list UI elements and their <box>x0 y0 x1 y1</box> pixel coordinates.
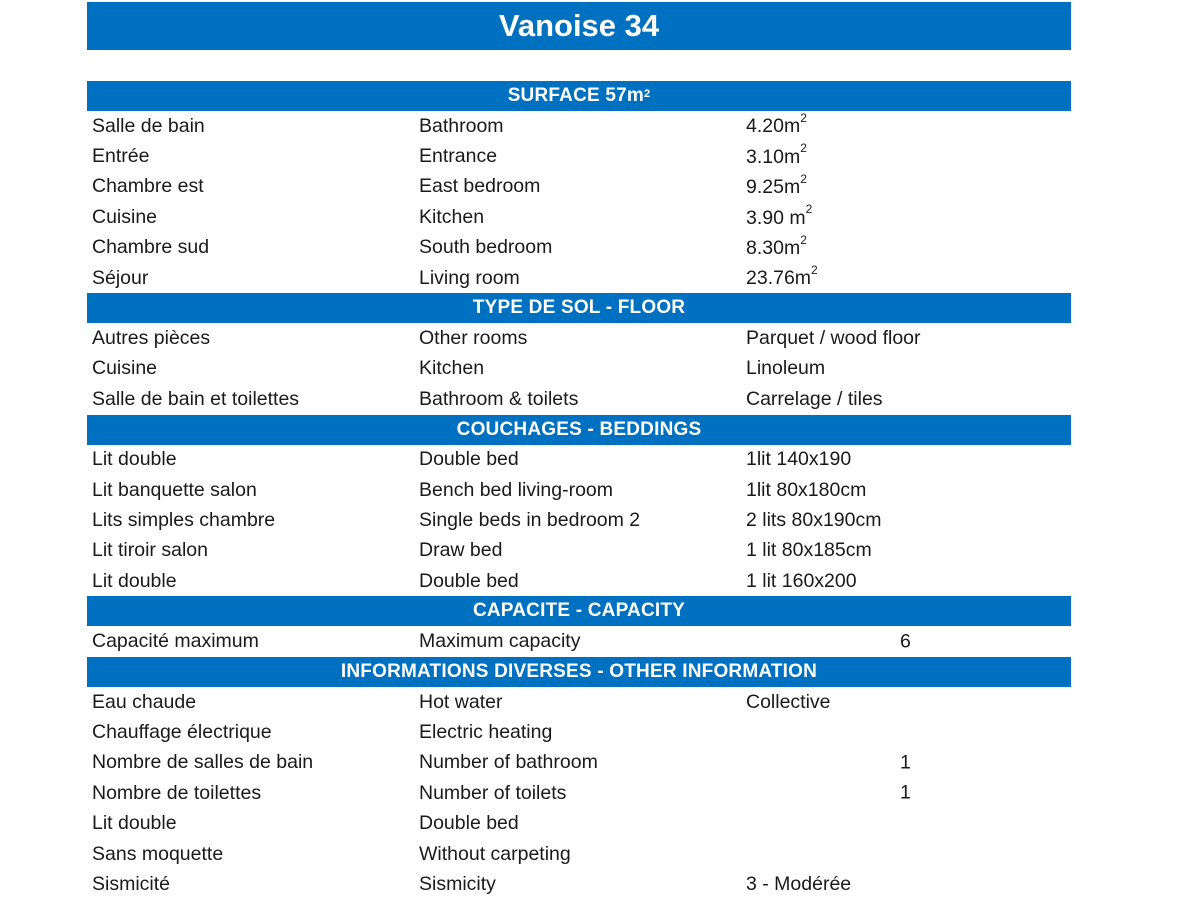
cell-value-text <box>746 357 825 379</box>
section-header-other <box>87 657 1071 687</box>
cell-value <box>741 539 1071 562</box>
table-row <box>87 748 1071 778</box>
table-row <box>87 808 1071 838</box>
cell-value <box>741 388 1071 411</box>
cell-english-label: Kitchen <box>419 357 485 380</box>
cell-value-main: 23.76m <box>746 267 812 290</box>
spacer <box>87 50 1071 81</box>
cell-value <box>741 691 1071 714</box>
cell-english-label: Kitchen <box>419 205 485 228</box>
cell-english-label: Number of bathroom <box>419 751 598 774</box>
unit-superscript: 2 <box>805 202 813 217</box>
cell-value-text <box>746 202 813 229</box>
cell-french-label: Chambre sud <box>92 236 210 259</box>
cell-value <box>741 479 1071 502</box>
cell-french-label: Lit double <box>92 569 177 592</box>
cell-french-label: Eau chaude <box>92 690 197 713</box>
cell-value <box>741 171 1071 200</box>
cell-value-text <box>746 141 807 168</box>
cell-value-main: 3.10m <box>746 145 801 168</box>
cell-french-label: Sans moquette <box>92 842 224 865</box>
cell-value-text <box>746 691 831 713</box>
unit-superscript: 2 <box>800 232 807 247</box>
table-row <box>87 445 1071 475</box>
cell-value-text <box>746 873 851 895</box>
table-row <box>87 505 1071 535</box>
section-header-text: COUCHAGES - BEDDINGS <box>456 418 702 440</box>
cell-english-label: Other rooms <box>419 327 528 350</box>
cell-french-label: Salle de bain <box>92 114 205 137</box>
cell-french-label: Salle de bain et toilettes <box>92 387 300 410</box>
table-row <box>87 566 1071 596</box>
cell-french-label: Lit double <box>92 448 177 471</box>
cell-french-label: Capacité maximum <box>92 630 259 653</box>
section-header-text: TYPE DE SOL - FLOOR <box>472 297 686 319</box>
cell-value <box>741 873 1071 896</box>
cell-value-main: Collective <box>746 690 831 713</box>
table-row <box>87 354 1071 384</box>
cell-value-main: 9.25m <box>746 176 801 199</box>
cell-numeric-value: 1 <box>900 781 911 804</box>
cell-numeric-value: 1 <box>900 751 911 774</box>
cell-value-main: 1 lit 80x185cm <box>746 539 872 562</box>
table-row <box>87 233 1071 263</box>
table-row <box>87 263 1071 293</box>
cell-english-label: Double bed <box>419 812 519 835</box>
cell-value-text <box>746 539 872 561</box>
cell-value-text <box>746 570 857 592</box>
cell-value-main: 1lit 140x190 <box>746 448 852 471</box>
cell-value-main: Linoleum <box>746 357 826 380</box>
cell-value-main: Parquet / wood floor <box>746 327 921 350</box>
cell-french-label: Lit tiroir salon <box>92 539 208 562</box>
cell-french-label: Chauffage électrique <box>92 720 272 743</box>
cell-value-main: 3 - Modérée <box>746 872 852 895</box>
cell-value <box>741 509 1071 532</box>
cell-value-main: Carrelage / tiles <box>746 387 883 410</box>
cell-english-label: Sismicity <box>419 872 496 895</box>
section-header-floor <box>87 293 1071 323</box>
cell-french-label: Chambre est <box>92 175 204 198</box>
cell-french-label: Lits simples chambre <box>92 508 276 531</box>
table-row <box>87 172 1071 202</box>
unit-superscript: 2 <box>800 110 807 125</box>
cell-english-label: Single beds in bedroom 2 <box>419 508 641 531</box>
section-header-beddings <box>87 415 1071 445</box>
cell-value-text <box>746 110 807 138</box>
cell-value <box>741 262 1071 291</box>
cell-english-label: Living room <box>419 266 520 289</box>
cell-value-main: 3.90 m <box>746 206 806 229</box>
cell-value-text <box>746 262 818 290</box>
cell-value <box>741 110 1071 139</box>
cell-english-label: Double bed <box>419 448 519 471</box>
cell-value-text <box>746 171 807 199</box>
unit-superscript: 2 <box>800 171 807 186</box>
cell-value-main: 2 lits 80x190cm <box>746 508 882 531</box>
section-header-text: CAPACITE - CAPACITY <box>472 600 686 622</box>
cell-english-label: Bench bed living-room <box>419 478 614 501</box>
sections-container <box>87 81 1071 900</box>
cell-value-text <box>746 448 851 470</box>
unit-superscript: 2 <box>811 262 818 277</box>
cell-value <box>741 570 1071 593</box>
table-row <box>87 475 1071 505</box>
cell-french-label: Sismicité <box>92 872 171 895</box>
cell-english-label: Hot water <box>419 690 503 713</box>
cell-value <box>741 327 1071 350</box>
page-title: Vanoise 34 <box>87 2 1071 50</box>
section-header-capacity <box>87 596 1071 626</box>
section-header-text: INFORMATIONS DIVERSES - OTHER INFORMATION <box>340 660 818 682</box>
cell-french-label: Lit banquette salon <box>92 478 257 501</box>
table-row <box>87 778 1071 808</box>
cell-english-label: Bathroom <box>419 114 504 137</box>
cell-value-text <box>746 509 881 531</box>
cell-value-main: 1lit 80x180cm <box>746 478 867 501</box>
table-row <box>87 626 1071 656</box>
cell-value <box>741 141 1071 169</box>
cell-english-label: Without carpeting <box>419 842 571 865</box>
cell-english-label: Double bed <box>419 569 519 592</box>
table-row <box>87 111 1071 141</box>
cell-value-main: 8.30m <box>746 237 801 259</box>
cell-french-label: Cuisine <box>92 205 158 228</box>
cell-value-text <box>746 327 921 349</box>
cell-english-label: East bedroom <box>419 175 541 198</box>
cell-value <box>741 357 1071 380</box>
cell-value-text <box>746 388 883 410</box>
cell-english-label: South bedroom <box>419 236 553 259</box>
table-row <box>87 839 1071 869</box>
table-row <box>87 384 1071 414</box>
cell-english-label: Bathroom & toilets <box>419 387 579 410</box>
cell-english-label: Maximum capacity <box>419 630 581 653</box>
table-row <box>87 687 1071 717</box>
cell-english-label: Draw bed <box>419 539 503 562</box>
section-header-text: SURFACE 57m <box>507 85 644 106</box>
cell-french-label: Nombre de toilettes <box>92 781 262 804</box>
cell-french-label: Autres pièces <box>92 327 211 350</box>
table-row <box>87 323 1071 353</box>
cell-english-label: Electric heating <box>419 720 553 743</box>
table-row <box>87 869 1071 899</box>
cell-french-label: Cuisine <box>92 357 158 380</box>
cell-value <box>741 202 1071 230</box>
cell-french-label: Lit double <box>92 812 177 835</box>
cell-value-main: 4.20m <box>746 115 801 138</box>
section-header-surface <box>87 81 1071 111</box>
cell-value <box>741 232 1071 261</box>
table-row <box>87 141 1071 171</box>
cell-french-label: Entrée <box>92 145 150 168</box>
cell-french-label: Nombre de salles de bain <box>92 751 314 774</box>
cell-numeric-value: 6 <box>900 630 911 653</box>
cell-value-text <box>746 232 807 259</box>
cell-english-label: Number of toilets <box>419 781 567 804</box>
unit-superscript: 2 <box>800 141 807 156</box>
cell-value-text <box>746 479 866 501</box>
property-sheet <box>87 2 1071 900</box>
table-row <box>87 202 1071 232</box>
cell-value-main: 1 lit 160x200 <box>746 569 857 592</box>
cell-french-label: Séjour <box>92 266 149 289</box>
cell-value <box>741 448 1071 471</box>
cell-english-label: Entrance <box>419 145 498 168</box>
table-row <box>87 536 1071 566</box>
table-row <box>87 717 1071 747</box>
section-header-superscript: 2 <box>643 88 651 100</box>
